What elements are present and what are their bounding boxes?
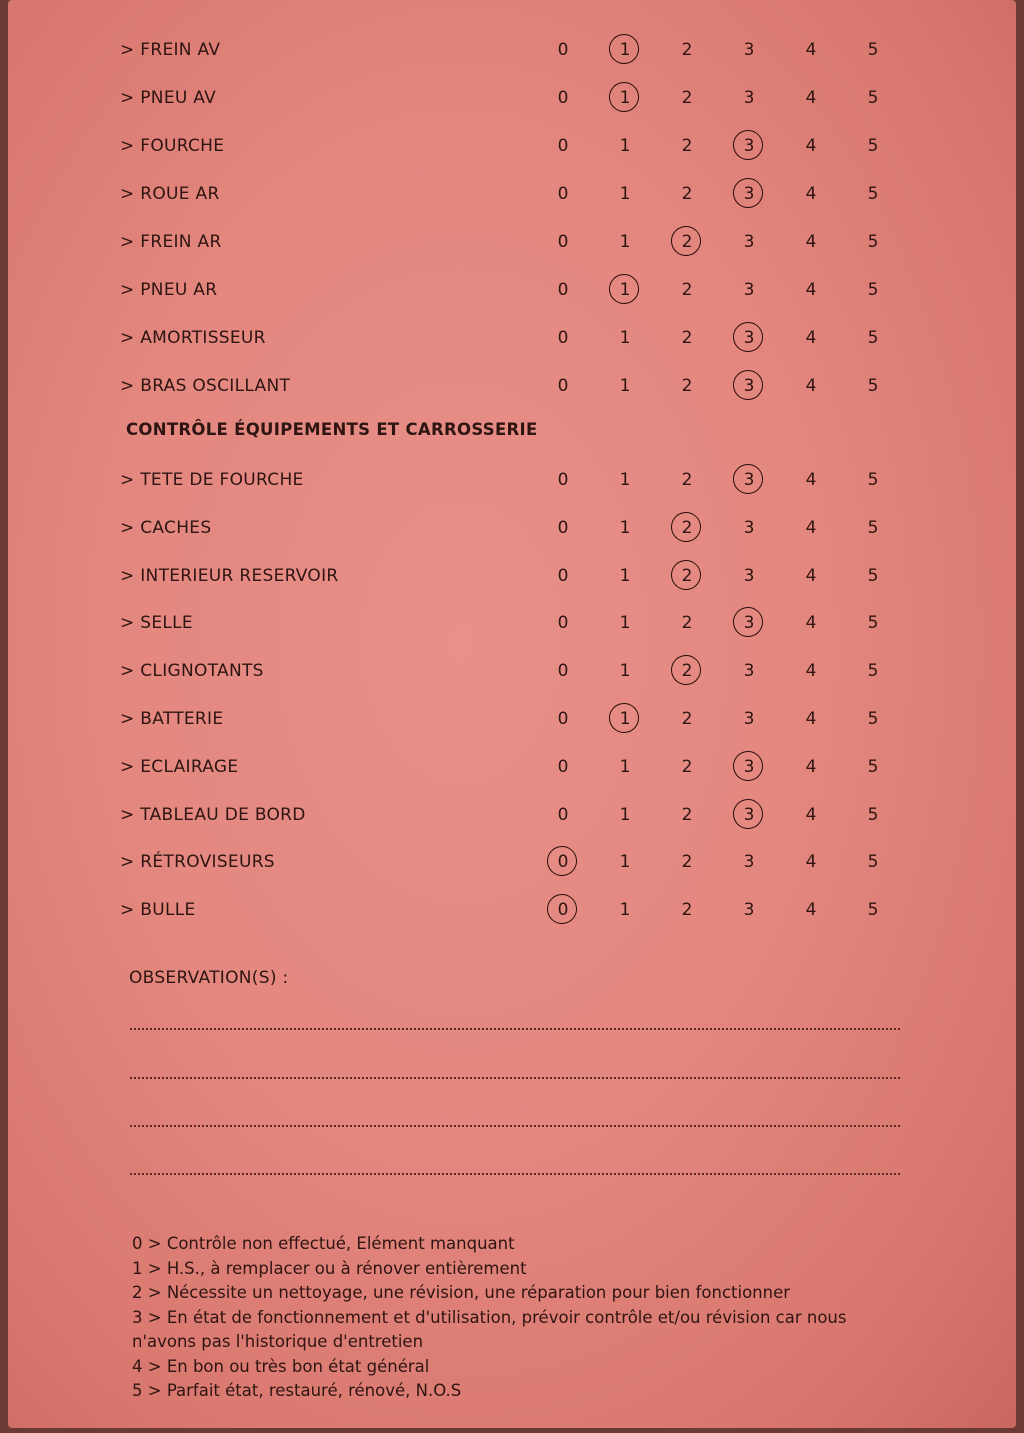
score-option[interactable]: 2 [681,852,693,872]
inspection-row-label: > CACHES [120,518,212,538]
inspection-form-sheet [8,0,1016,1428]
inspection-row-label: > FREIN AV [120,40,221,60]
score-option-selected[interactable]: 3 [734,132,764,160]
inspection-row-label: > INTERIEUR RESERVOIR [120,566,339,586]
inspection-row-label: > BATTERIE [120,709,224,729]
inspection-row [8,508,1016,548]
score-option-selected[interactable]: 1 [610,276,640,304]
score-scale [548,126,888,166]
score-option[interactable]: 3 [743,852,755,872]
score-option[interactable]: 4 [805,566,817,586]
score-scale [548,603,888,643]
score-option[interactable]: 1 [619,613,631,633]
score-option[interactable]: 2 [681,805,693,825]
score-option[interactable]: 4 [805,136,817,156]
score-option-selected[interactable]: 1 [610,36,640,64]
score-scale [548,651,888,691]
score-option[interactable]: 4 [805,184,817,204]
score-option[interactable]: 0 [557,518,569,538]
inspection-row [8,460,1016,500]
score-option[interactable]: 1 [619,805,631,825]
inspection-row-label: > CLIGNOTANTS [120,661,264,681]
score-option[interactable]: 0 [557,328,569,348]
score-scale [548,460,888,500]
legend-item: 4 > En bon ou très bon état général [132,1356,430,1376]
score-option[interactable]: 1 [619,376,631,396]
score-option[interactable]: 5 [867,805,879,825]
score-option[interactable]: 5 [867,376,879,396]
inspection-row-label: > PNEU AR [120,280,218,300]
score-option[interactable]: 4 [805,805,817,825]
inspection-row [8,270,1016,310]
inspection-row [8,126,1016,166]
score-option-selected[interactable]: 2 [672,514,702,542]
score-option[interactable]: 4 [805,709,817,729]
inspection-row-label: > TETE DE FOURCHE [120,470,304,490]
inspection-row [8,795,1016,835]
score-option[interactable]: 2 [681,900,693,920]
score-option[interactable]: 4 [805,40,817,60]
score-option[interactable]: 0 [557,709,569,729]
score-option[interactable]: 0 [557,376,569,396]
legend-item: 2 > Nécessite un nettoyage, une révision, une réparation pour bien fonctionner [132,1283,791,1302]
score-option[interactable]: 5 [867,900,879,920]
score-option[interactable]: 4 [805,470,817,490]
inspection-row [8,747,1016,787]
score-option[interactable]: 2 [681,184,693,204]
score-option[interactable]: 1 [619,470,631,490]
score-option[interactable]: 2 [681,280,693,300]
score-option-selected[interactable]: 0 [548,896,578,924]
inspection-row-label: > PNEU AV [120,88,217,108]
score-option[interactable]: 1 [619,661,631,681]
score-option[interactable]: 2 [681,709,693,729]
score-option[interactable]: 1 [619,757,631,777]
observation-line[interactable] [130,1077,900,1079]
score-scale [548,556,888,596]
score-scale [548,842,888,882]
inspection-row-label: > AMORTISSEUR [120,328,266,348]
score-option-selected[interactable]: 3 [734,324,764,352]
score-option[interactable]: 4 [805,232,817,252]
score-option-selected[interactable]: 0 [548,848,578,876]
score-option[interactable]: 5 [867,88,879,108]
score-option-selected[interactable]: 2 [672,562,702,590]
score-option[interactable]: 2 [681,613,693,633]
score-option[interactable]: 5 [867,328,879,348]
inspection-row [8,30,1016,70]
score-option[interactable]: 4 [805,852,817,872]
score-option[interactable]: 3 [743,280,755,300]
inspection-row [8,366,1016,406]
score-scale [548,222,888,262]
score-option[interactable]: 5 [867,757,879,777]
score-scale [548,270,888,310]
score-option[interactable]: 5 [867,852,879,872]
score-option[interactable]: 3 [743,566,755,586]
score-option[interactable]: 5 [867,280,879,300]
score-scale [548,890,888,930]
score-option[interactable]: 0 [557,40,569,60]
inspection-row [8,556,1016,596]
score-scale [548,174,888,214]
inspection-row-label: > FREIN AR [120,232,222,252]
inspection-row [8,651,1016,691]
score-option[interactable]: 5 [867,661,879,681]
score-option[interactable]: 4 [805,661,817,681]
score-option[interactable]: 5 [867,40,879,60]
score-option-selected[interactable]: 3 [734,609,764,637]
score-option[interactable]: 4 [805,88,817,108]
score-option[interactable]: 3 [743,232,755,252]
inspection-row-label: > FOURCHE [120,136,225,156]
inspection-row [8,174,1016,214]
score-option[interactable]: 5 [867,566,879,586]
score-scale [548,747,888,787]
score-option[interactable]: 1 [619,232,631,252]
inspection-row-label: > RÉTROVISEURS [120,852,275,872]
score-option-selected[interactable]: 2 [672,657,702,685]
inspection-row [8,699,1016,739]
score-option[interactable]: 5 [867,709,879,729]
section-title: CONTRÔLE ÉQUIPEMENTS ET CARROSSERIE [126,420,538,439]
score-option[interactable]: 4 [805,518,817,538]
score-option[interactable]: 2 [681,328,693,348]
score-option[interactable]: 1 [619,518,631,538]
score-option[interactable]: 5 [867,518,879,538]
inspection-row [8,318,1016,358]
score-scale [548,699,888,739]
score-option[interactable]: 4 [805,900,817,920]
legend-item: 0 > Contrôle non effectué, Elément manquant [132,1234,515,1253]
score-option[interactable]: 5 [867,613,879,633]
observation-line[interactable] [130,1028,900,1030]
score-option[interactable]: 2 [681,470,693,490]
inspection-row-label: > SELLE [120,613,193,633]
score-option[interactable]: 0 [557,136,569,156]
score-option[interactable]: 5 [867,470,879,490]
score-option[interactable]: 4 [805,280,817,300]
score-option[interactable]: 1 [619,900,631,920]
inspection-row-label: > TABLEAU DE BORD [120,805,306,825]
score-option[interactable]: 2 [681,376,693,396]
score-option[interactable]: 1 [619,852,631,872]
inspection-row [8,890,1016,930]
score-option[interactable]: 2 [681,757,693,777]
legend-item: n'avons pas l'historique d'entretien [132,1332,424,1351]
inspection-row-label: > BULLE [120,900,196,920]
inspection-row [8,78,1016,118]
legend-item: 3 > En état de fonctionnement et d'utilisation, prévoir contrôle et/ou révision car nous [132,1307,847,1327]
score-option[interactable]: 3 [743,518,755,538]
score-scale [548,795,888,835]
score-option[interactable]: 0 [557,566,569,586]
score-option[interactable]: 2 [681,136,693,156]
score-option-selected[interactable]: 3 [734,466,764,494]
score-option-selected[interactable]: 2 [672,228,702,256]
inspection-row [8,603,1016,643]
score-option[interactable]: 4 [805,328,817,348]
score-option[interactable]: 3 [743,900,755,920]
score-option[interactable]: 1 [619,328,631,348]
score-option[interactable]: 3 [743,709,755,729]
score-option[interactable]: 0 [557,88,569,108]
score-scale [548,508,888,548]
inspection-row-label: > BRAS OSCILLANT [120,376,291,396]
score-option[interactable]: 0 [557,661,569,681]
score-option[interactable]: 1 [619,184,631,204]
score-option[interactable]: 3 [743,88,755,108]
inspection-row [8,222,1016,262]
score-option-selected[interactable]: 3 [734,372,764,400]
rating-legend [132,1232,912,1404]
score-option[interactable]: 0 [557,757,569,777]
score-option[interactable]: 2 [681,40,693,60]
score-scale [548,78,888,118]
score-option[interactable]: 0 [557,613,569,633]
score-option[interactable]: 4 [805,613,817,633]
observation-line[interactable] [130,1125,900,1127]
observation-line[interactable] [130,1173,900,1175]
score-option[interactable]: 2 [681,88,693,108]
score-scale [548,30,888,70]
score-scale [548,318,888,358]
score-option[interactable]: 1 [619,136,631,156]
score-option[interactable]: 5 [867,136,879,156]
score-option[interactable]: 3 [743,661,755,681]
score-option-selected[interactable]: 3 [734,180,764,208]
legend-item: 1 > H.S., à remplacer ou à rénover entièrement [132,1258,527,1278]
score-option[interactable]: 4 [805,757,817,777]
score-option[interactable]: 0 [557,232,569,252]
score-option[interactable]: 0 [557,805,569,825]
score-option-selected[interactable]: 1 [610,705,640,733]
score-scale [548,366,888,406]
legend-item: 5 > Parfait état, restauré, rénové, N.O.S [132,1381,462,1400]
score-option[interactable]: 0 [557,470,569,490]
score-option[interactable]: 3 [743,40,755,60]
score-option-selected[interactable]: 3 [734,801,764,829]
score-option[interactable]: 5 [867,184,879,204]
score-option[interactable]: 1 [619,566,631,586]
score-option[interactable]: 0 [557,280,569,300]
score-option[interactable]: 5 [867,232,879,252]
inspection-row-label: > ECLAIRAGE [120,757,239,777]
inspection-row-label: > ROUE AR [120,184,220,204]
score-option[interactable]: 4 [805,376,817,396]
score-option-selected[interactable]: 1 [610,84,640,112]
observation-label: OBSERVATION(S) : [129,968,289,988]
score-option[interactable]: 0 [557,184,569,204]
inspection-row [8,842,1016,882]
score-option-selected[interactable]: 3 [734,753,764,781]
